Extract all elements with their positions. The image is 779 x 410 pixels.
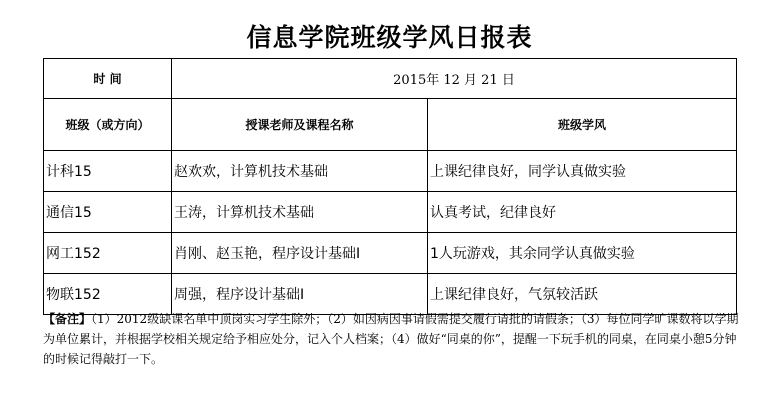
teacher-course-cell: 肖刚、赵玉艳，程序设计基础I [172,233,428,274]
remarks-text: （1）2012级缺课名单中顶岗实习学生除外；（2）如因病因事请假需提交履行请批的请假条；（3）每位同学旷课数将以学期为单位累计，并根据学校相关规定给予相应处分，记入个人档案；（4）做好“同桌的你”，提醒一下玩手机的同桌，在同桌小憩5分钟的时候记得敲打一下。 [43,312,739,366]
table-row [44,233,737,274]
remarks-tag: 【备注】 [43,312,92,326]
table-row [44,192,737,233]
teacher-course-cell: 周强，程序设计基础I [172,274,428,315]
report-table [43,58,737,315]
teacher-course-cell: 王涛，计算机技术基础 [172,192,428,233]
header-row [44,99,737,151]
header-class-style: 班级学风 [428,99,737,151]
class-cell: 通信15 [44,192,172,233]
class-style-cell: 上课纪律良好，同学认真做实验 [428,151,737,192]
time-label: 时 间 [44,59,172,99]
table-row [44,151,737,192]
class-style-cell: 1人玩游戏，其余同学认真做实验 [428,233,737,274]
header-teacher-course: 授课老师及课程名称 [172,99,428,151]
time-row [44,59,737,99]
class-style-cell: 认真考试，纪律良好 [428,192,737,233]
remarks [43,309,743,369]
class-style-cell: 上课纪律良好，气氛较活跃 [428,274,737,315]
class-cell: 计科15 [44,151,172,192]
class-cell: 物联152 [44,274,172,315]
class-cell: 网工152 [44,233,172,274]
report-date: 2015年 12 月 21 日 [172,59,737,99]
header-class: 班级（或方向） [44,99,172,151]
teacher-course-cell: 赵欢欢，计算机技术基础 [172,151,428,192]
report-title: 信息学院班级学风日报表 [246,23,533,52]
